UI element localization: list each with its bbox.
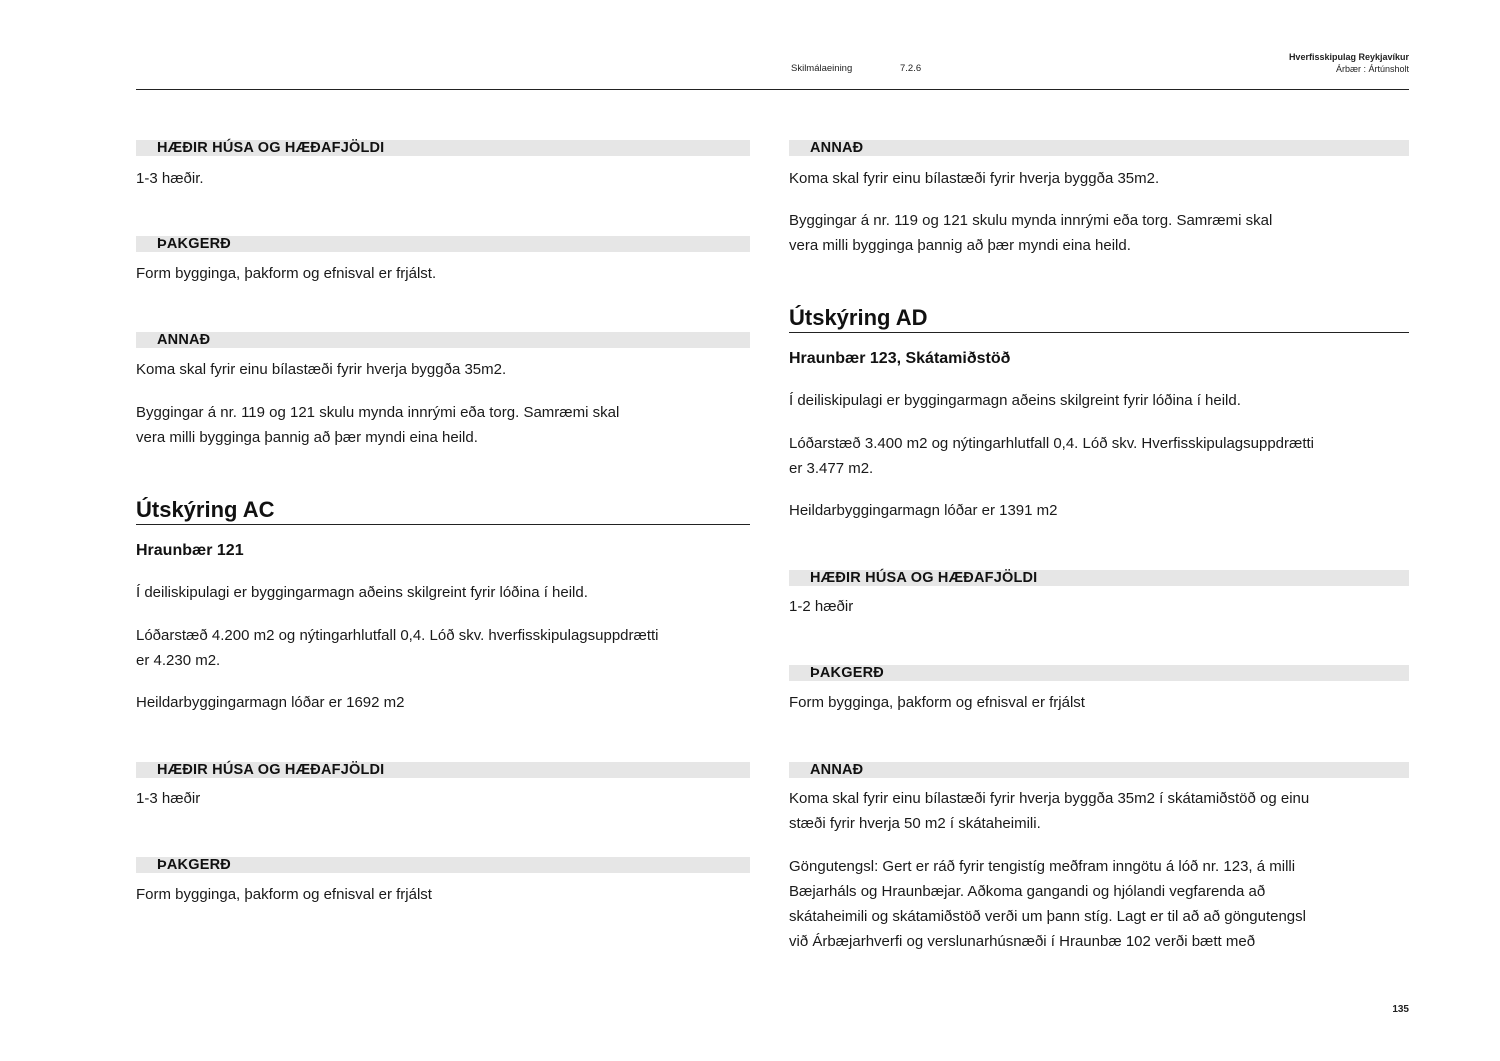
paragraph: Form bygginga, þakform og efnisval er frjálst. xyxy=(136,265,437,282)
section-number: 7.2.6 xyxy=(900,63,922,74)
paragraph: Lóðarstæð 4.200 m2 og nýtingarhlutfall 0,4. Lóð skv. hverfisskipulagsuppdrætti xyxy=(136,627,659,644)
paragraph: Bæjarháls og Hraunbæjar. Aðkoma gangandi og hjólandi vegfarenda að xyxy=(789,883,1266,900)
section-heading: Útskýring AD xyxy=(789,305,1409,333)
paragraph: skátaheimili og skátamiðstöð verði um þann stíg. Lagt er til að að göngutengsl xyxy=(789,908,1306,925)
subsection-heading: Hraunbær 121 xyxy=(136,542,244,559)
paragraph: er 3.477 m2. xyxy=(789,460,874,477)
paragraph: Heildarbyggingarmagn lóðar er 1391 m2 xyxy=(789,502,1058,519)
page-number: 135 xyxy=(1392,1004,1409,1015)
document-title-block xyxy=(1289,51,1409,75)
paragraph: stæði fyrir hverja 50 m2 í skátaheimili. xyxy=(789,815,1041,832)
paragraph: Koma skal fyrir einu bílastæði fyrir hverja byggða 35m2. xyxy=(789,170,1160,187)
paragraph: Koma skal fyrir einu bílastæði fyrir hverja byggða 35m2. xyxy=(136,361,507,378)
paragraph: er 4.230 m2. xyxy=(136,652,221,669)
section-bar-roof-type: ÞAKGERÐ xyxy=(789,665,1409,681)
document-title: Hverfisskipulag Reykjavíkur xyxy=(1288,52,1409,62)
paragraph: vera milli bygginga þannig að þær myndi eina heild. xyxy=(789,237,1131,254)
paragraph: Byggingar á nr. 119 og 121 skulu mynda innrými eða torg. Samræmi skal xyxy=(789,212,1273,229)
paragraph: 1-2 hæðir xyxy=(789,598,854,615)
paragraph: Lóðarstæð 3.400 m2 og nýtingarhlutfall 0,4. Lóð skv. Hverfisskipulagsuppdrætti xyxy=(789,435,1315,452)
section-bar-roof-type: ÞAKGERÐ xyxy=(136,857,750,873)
subsection-heading: Hraunbær 123, Skátamiðstöð xyxy=(789,350,1011,367)
section-bar-other: ANNAÐ xyxy=(789,762,1409,778)
paragraph: Í deiliskipulagi er byggingarmagn aðeins skilgreint fyrir lóðina í heild. xyxy=(136,584,588,601)
paragraph: við Árbæjarhverfi og verslunarhúsnæði í Hraunbæ 102 verði bætt með xyxy=(789,933,1256,950)
section-bar-other: ANNAÐ xyxy=(789,140,1409,156)
paragraph: Byggingar á nr. 119 og 121 skulu mynda innrými eða torg. Samræmi skal xyxy=(136,404,620,421)
paragraph: 1-3 hæðir. xyxy=(136,170,204,187)
paragraph: Koma skal fyrir einu bílastæði fyrir hverja byggða 35m2 í skátamiðstöð og einu xyxy=(789,790,1310,807)
paragraph: Í deiliskipulagi er byggingarmagn aðeins skilgreint fyrir lóðina í heild. xyxy=(789,392,1241,409)
section-bar-roof-type: ÞAKGERÐ xyxy=(136,236,750,252)
paragraph: Form bygginga, þakform og efnisval er frjálst xyxy=(789,694,1085,711)
section-bar-building-heights: HÆÐIR HÚSA OG HÆÐAFJÖLDI xyxy=(136,762,750,778)
paragraph: Heildarbyggingarmagn lóðar er 1692 m2 xyxy=(136,694,405,711)
paragraph: Form bygginga, þakform og efnisval er frjálst xyxy=(136,886,432,903)
section-label: Skilmálaeining xyxy=(791,63,853,74)
paragraph: 1-3 hæðir xyxy=(136,790,201,807)
header-divider xyxy=(136,89,1409,90)
section-bar-building-heights: HÆÐIR HÚSA OG HÆÐAFJÖLDI xyxy=(136,140,750,156)
document-subtitle: Árbær : Ártúnsholt xyxy=(1335,64,1409,74)
section-bar-building-heights: HÆÐIR HÚSA OG HÆÐAFJÖLDI xyxy=(789,570,1409,586)
section-heading: Útskýring AC xyxy=(136,497,750,525)
section-bar-other: ANNAÐ xyxy=(136,332,750,348)
paragraph: vera milli bygginga þannig að þær myndi eina heild. xyxy=(136,429,478,446)
paragraph: Göngutengsl: Gert er ráð fyrir tengistíg meðfram inngötu á lóð nr. 123, á milli xyxy=(789,858,1296,875)
